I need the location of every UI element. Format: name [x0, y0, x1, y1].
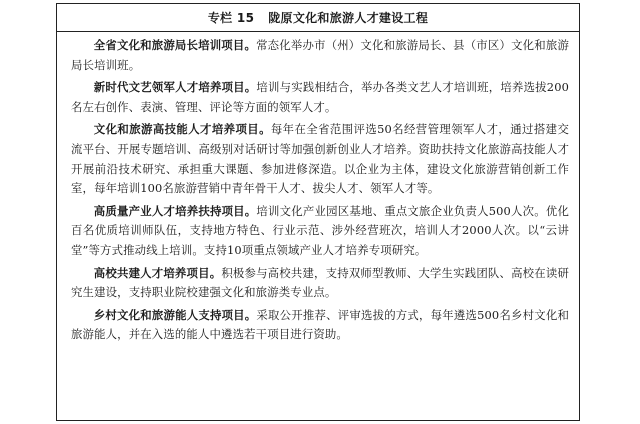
box-content	[57, 32, 579, 345]
paragraph-director-training	[71, 36, 569, 75]
paragraph-heading: 全省文化和旅游局长培训项目。	[93, 38, 257, 52]
column-box	[56, 3, 580, 421]
paragraph-heading: 高质量产业人才培养扶持项目。	[93, 203, 257, 218]
paragraph-body: 积极参与高校共建，支持双师型教师、大学生实践团队、高校在读研究生建设，支持职业院校建强文化和旅游类专业点。	[71, 265, 569, 300]
column-label: 专栏 15	[207, 11, 255, 25]
paragraph-high-skill	[71, 120, 569, 198]
paragraph-heading: 高校共建人才培养项目。	[93, 265, 222, 280]
paragraph-rural-talent	[71, 306, 569, 345]
paragraph-body: 每年在全省范围评选50名经营管理领军人才，通过搭建交流平台、开展专题培训、高级别对话研讨等加强创新创业人才培养。资助扶持文化旅游高技能人才开展前沿技术研究、承担重大课题、参加进修深造。以企业为主体，建设文化旅游营销创新工作室，每年培训100名旅游营销中青年骨干人才、拔尖人才、领军人才等。	[71, 122, 569, 196]
box-title-row	[57, 4, 579, 32]
paragraph-body: 常态化举办市（州）文化和旅游局长、县（市区）文化和旅游局长培训班。	[71, 38, 569, 72]
paragraph-art-leaders	[71, 78, 569, 117]
box-title: 陇原文化和旅游人才建设工程	[268, 11, 429, 25]
paragraph-heading: 新时代文艺领军人才培养项目。	[93, 80, 257, 95]
paragraph-body: 采取公开推荐、评审选拔的方式，每年遴选500名乡村文化和旅游能人，并在入选的能人中遴选若干项目进行资助。	[71, 307, 569, 342]
paragraph-heading: 乡村文化和旅游能人支持项目。	[93, 307, 257, 322]
paragraph-industry-talent	[71, 202, 569, 261]
paragraph-heading: 文化和旅游高技能人才培养项目。	[93, 122, 271, 137]
paragraph-body: 培训文化产业园区基地、重点文旅企业负责人500人次。优化百名优质培训师队伍，支持地方特色、行业示范、涉外经营班次，培训人才2000人次。以“云讲堂”等方式推动线上培训。支持10项重点领域产业人才培养专项研究。	[71, 203, 569, 257]
paragraph-body: 培训与实践相结合，举办各类文艺人才培训班，培养选拔200名左右创作、表演、管理、评论等方面的领军人才。	[71, 80, 569, 114]
paragraph-university	[71, 264, 569, 303]
